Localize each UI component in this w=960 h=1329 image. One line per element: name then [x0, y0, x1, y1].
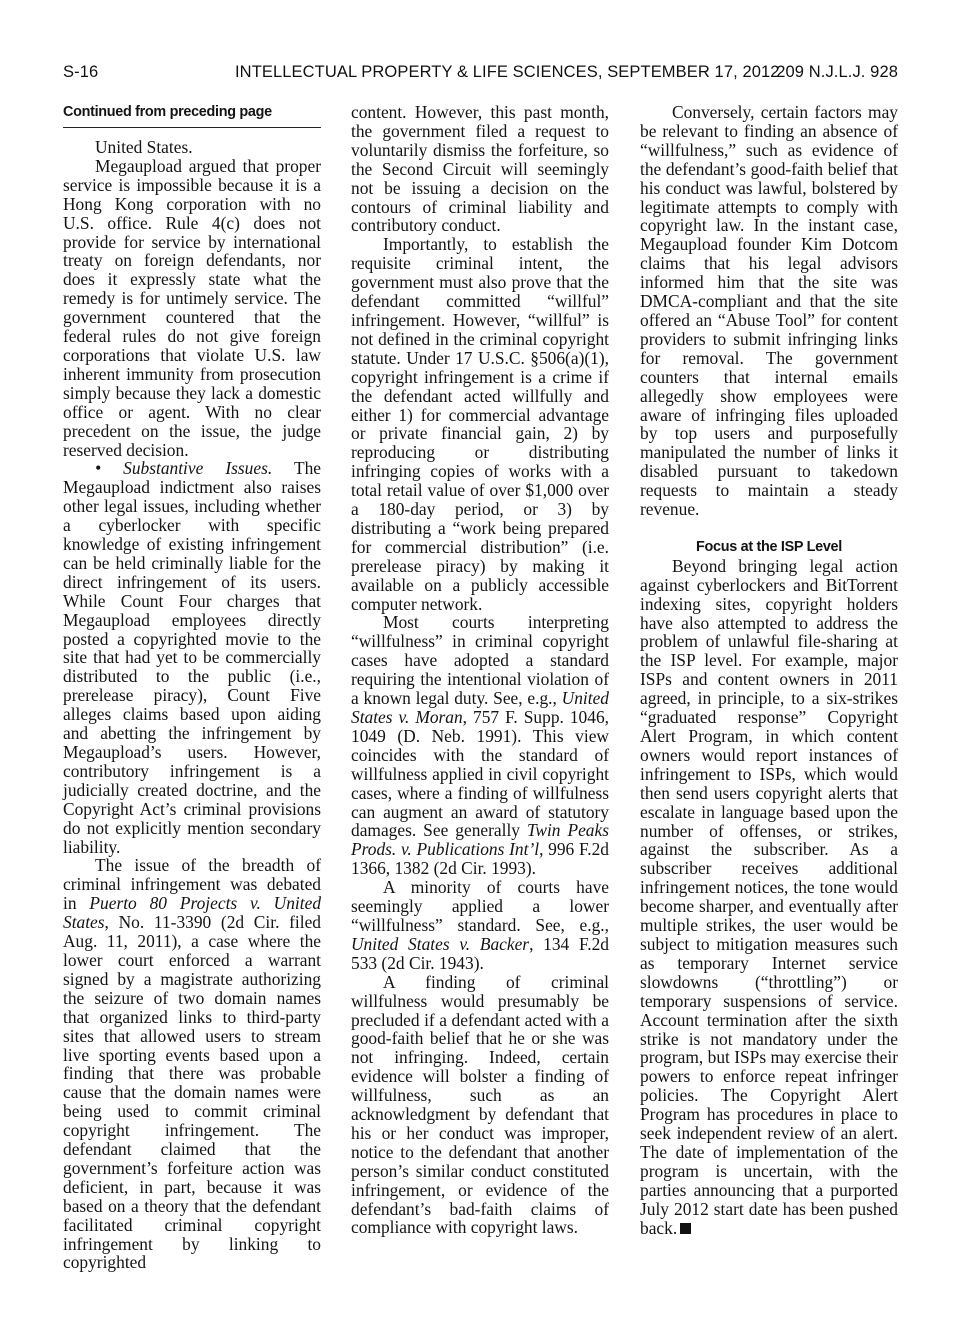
paragraph: • Substantive Issues. The Megaupload indictment also raises other legal issues, including whether a cyberlocker with specific knowledge of existing infringement can be held criminally liable for the direct infringement of its users. While Count Four charges that Megaupload employees directly posted a copyrighted movie to the site that had yet to be commercially distributed to the public (i.e., prerelease piracy), Count Five alleges claims based upon aiding and abetting the infringement by Megaupload’s users. However, contributory infringement is a judicially created doctrine, and the Copyright Act’s criminal provisions do not explicitly mention secondary liability.: [63, 458, 321, 857]
paragraph: Megaupload argued that proper service is impossible because it is a Hong Kong corporation with no U.S. office. Rule 4(c) does not provide for service by international treaty on foreign defendants, nor does it expressly state what the remedy is for untimely service. The government countered that the federal rules do not give foreign corporations that violate U.S. law inherent immunity from prosecution simply because they lack a domestic office or agent. With no clear precedent on the issue, the judge reserved decision.: [63, 155, 321, 460]
citation: 209 N.J.L.J. 928: [776, 63, 898, 81]
page-number: S-16: [63, 63, 99, 81]
column-1: [63, 103, 321, 1272]
paragraph: Importantly, to establish the requisite criminal intent, the government must also prove that the defendant committed “willful” infringement. However, “willful” is not defined in the criminal copyright statute. Under 17 U.S.C. §506(a)(1), copyright infringement is a crime if the defendant acted willfully and either 1) for commercial advantage or private financial gain, 2) by reproducing or distributing infringing copies of works with a total retail value of over $1,000 over a 180-day period, or 3) by distributing a “work being prepared for commercial distribution” (i.e. prerelease piracy) by making it available on a publicly accessible computer network.: [351, 234, 609, 614]
end-mark-icon: [680, 1223, 691, 1234]
paragraph: Conversely, certain factors may be relevant to finding an absence of “willfulness,” such as evidence of the defendant’s good-faith belief that his conduct was lawful, bolstered by legitimate attempts to comply with copyright law. In the instant case, Megaupload founder Kim Dotcom claims that his legal advisors informed him that the site was DMCA-compliant and that the site offered an “Abuse Tool” for content providers to submit infringing links for removal. The government counters that internal emails allegedly show employees were aware of infringing files uploaded by top users and purposefully manipulated the number of links it disabled pursuant to takedown requests to maintain a steady revenue.: [640, 102, 898, 520]
paragraph: A minority of courts have seemingly applied a lower “willfulness” standard. See, e.g., United States v. Backer, 134 F.2d 533 (2d Cir. 1943).: [351, 877, 609, 973]
paragraph: content. However, this past month, the government filed a request to voluntarily dismiss the forfeiture, so the Second Circuit will seemingly not be issuing a decision on the contours of criminal liability and contributory conduct.: [351, 102, 609, 236]
case-citation: United States v. Moran: [351, 688, 609, 727]
case-citation: United States v. Backer: [351, 933, 530, 954]
running-header: [63, 63, 898, 87]
paragraph: Most courts interpreting “willfulness” in criminal copyright cases have adopted a standard requiring the intentional violation of a known legal duty. See, e.g., United States v. Moran, 757 F. Supp. 1046, 1049 (D. Neb. 1991). This view coincides with the standard of willfulness applied in civil copyright cases, where a finding of willfulness can augment an award of statutory damages. See generally Twin Peaks Prods. v. Publications Int’l, 996 F.2d 1366, 1382 (2d Cir. 1993).: [351, 612, 609, 879]
paragraph: United States.: [95, 137, 193, 157]
section-subhead: Focus at the ISP Level: [696, 538, 842, 555]
column-2: [351, 103, 609, 1237]
case-citation: Puerto 80 Projects v. United States: [63, 893, 322, 933]
paragraph: Beyond bringing legal action against cyberlockers and BitTorrent indexing sites, copyright holders have also attempted to address the problem of unlawful file-sharing at the ISP level. For example, major ISPs and content owners in 2011 agreed, in principle, to a six-strikes “graduated response” Copyright Alert Program, in which content owners would report instances of infringement to ISPs, which would then send users copyright alerts that escalate in language based upon the number of offenses, or strikes, against the subscriber. As a subscriber receives additional infringement notices, the tone would become sharper, and eventually after multiple strikes, the user would be subject to mitigation measures such as temporary Internet service slowdowns (“throttling”) or temporary suspensions of service. Account termination after the sixth strike is not mandatory under the program, but ISPs may exercise their powers to enforce repeat infringer policies. The Copyright Alert Program has procedures in place to seek independent review of an alert. The date of implementation of the program is uncertain, with the parties announcing that a purported July 2012 start date has been pushed back.: [640, 555, 898, 1238]
paragraph: A finding of criminal willfulness would presumably be precluded if a defendant acted with a good-faith belief that he or she was not infringing. Indeed, certain evidence will bolster a finding of willfulness, such as an acknowledgment by defendant that his or her conduct was improper, notice to the defendant that another person’s similar conduct constituted infringement, or evidence of the defendant’s bad-faith claims of compliance with copyright laws.: [351, 971, 609, 1238]
paragraph: The issue of the breadth of criminal infringement was debated in Puerto 80 Projects v. United States, No. 11-3390 (2d Cir. filed Aug. 11, 2011), a case where the lower court enforced a warrant signed by a magistrate authorizing the seizure of two domain names that organized links to third-party sites that allowed users to stream live sporting events based upon a finding that there was probable cause that the domain names were being used to commit criminal copyright infringement. The defendant claimed that the government’s forfeiture action was deficient, in part, because it was based on a theory that the defendant facilitated criminal copyright infringement by linking to copyrighted: [63, 855, 322, 1273]
continued-kicker: Continued from preceding page: [63, 103, 321, 128]
publication-title: INTELLECTUAL PROPERTY & LIFE SCIENCES, SEPTEMBER 17, 2012: [235, 63, 780, 81]
case-citation: Twin Peaks Prods. v. Publications Int’l: [351, 820, 609, 860]
column-3: [640, 103, 898, 1237]
section-label: • Substantive Issues.: [95, 458, 273, 479]
